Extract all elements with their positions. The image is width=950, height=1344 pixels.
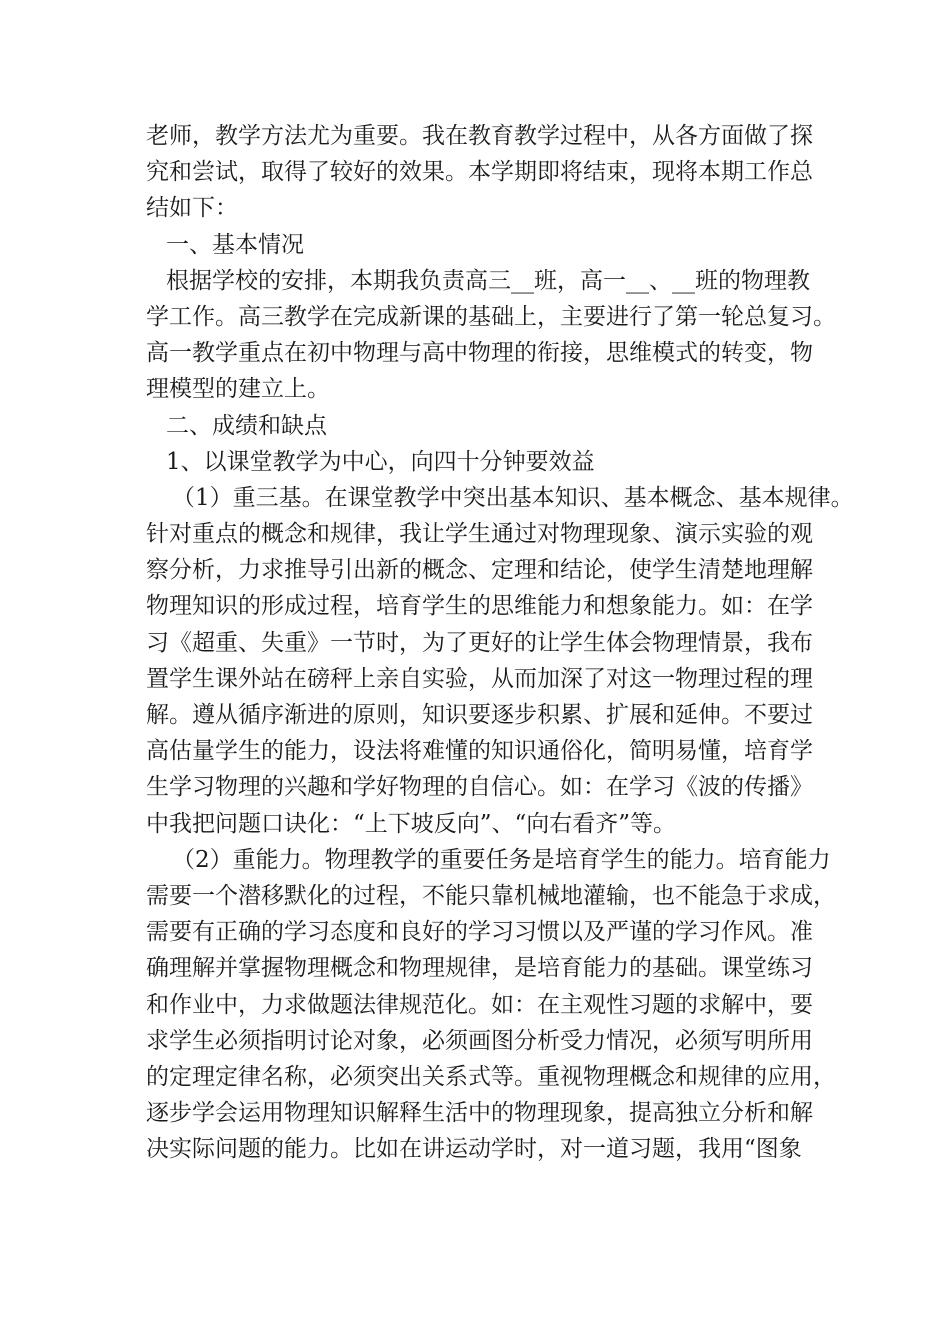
paragraph-line: （2）重能力。物理教学的重要任务是培育学生的能力。培育能力: [172, 846, 831, 873]
paragraph-line: （1）重三基。在课堂教学中突出基本知识、基本概念、基本规律。: [172, 484, 854, 511]
paragraph-line: 解。遵从循序渐进的原则，知识要逐步积累、扩展和延伸。不要过: [146, 702, 813, 728]
section-heading: 一、基本情况: [166, 231, 304, 258]
paragraph-line: 决实际问题的能力。比如在讲运动学时，对一道习题，我用“图象: [146, 1136, 802, 1163]
paragraph-line: 生学习物理的兴趣和学好物理的自信心。如：在学习《波的传播》: [146, 774, 813, 801]
paragraph-line: 老师，教学方法尤为重要。我在教育教学过程中，从各方面做了探: [146, 123, 813, 149]
document-body: [146, 118, 854, 1167]
paragraph-line: 学工作。高三教学在完成新课的基础上，主要进行了第一轮总复习。: [146, 303, 836, 330]
paragraph-line: 置学生课外站在磅秤上亲自实验，从而加深了对这一物理过程的理: [146, 665, 813, 692]
paragraph-line: 中我把问题口诀化：“上下坡反向”、“向右看齐”等。: [146, 810, 677, 837]
paragraph-line: 确理解并掌握物理概念和物理规律，是培育能力的基础。课堂练习: [146, 955, 813, 982]
paragraph-line: 究和尝试，取得了较好的效果。本学期即将结束，现将本期工作总: [146, 159, 813, 186]
paragraph-line: 习《超重、失重》一节时，为了更好的让学生体会物理情景，我布: [146, 629, 813, 656]
section-heading: 二、成绩和缺点: [166, 412, 327, 439]
paragraph-line: 高一教学重点在初中物理与高中物理的衔接，思维模式的转变，物: [146, 340, 813, 367]
paragraph-line: 理模型的建立上。: [146, 376, 330, 403]
paragraph-line: 需要一个潜移默化的过程，不能只靠机械地灌输，也不能急于求成，: [146, 882, 836, 909]
paragraph-line: 结如下：: [146, 195, 238, 222]
paragraph-line: 需要有正确的学习态度和良好的学习习惯以及严谨的学习作风。准: [146, 919, 813, 946]
paragraph-line: 逐步学会运用物理知识解释生活中的物理现象，提高独立分析和解: [146, 1100, 813, 1127]
paragraph-line: 物理知识的形成过程，培育学生的思维能力和想象能力。如：在学: [146, 593, 813, 620]
paragraph-line: 高估量学生的能力，设法将难懂的知识通俗化，简明易懂，培育学: [146, 738, 813, 765]
paragraph-line: 的定理定律名称，必须突出关系式等。重视物理概念和规律的应用，: [146, 1063, 836, 1090]
paragraph-line: 根据学校的安排，本期我负责高三__班，高一__、__班的物理教: [166, 267, 810, 294]
subsection-heading: 1、以课堂教学为中心，向四十分钟要效益: [166, 448, 595, 475]
paragraph-line: 针对重点的概念和规律，我让学生通过对物理现象、演示实验的观: [146, 521, 813, 548]
paragraph-line: 和作业中，力求做题法律规范化。如：在主观性习题的求解中，要: [146, 991, 813, 1018]
paragraph-line: 求学生必须指明讨论对象，必须画图分析受力情况，必须写明所用: [146, 1027, 813, 1054]
paragraph-line: 察分析，力求推导引出新的概念、定理和结论，使学生清楚地理解: [146, 557, 813, 584]
